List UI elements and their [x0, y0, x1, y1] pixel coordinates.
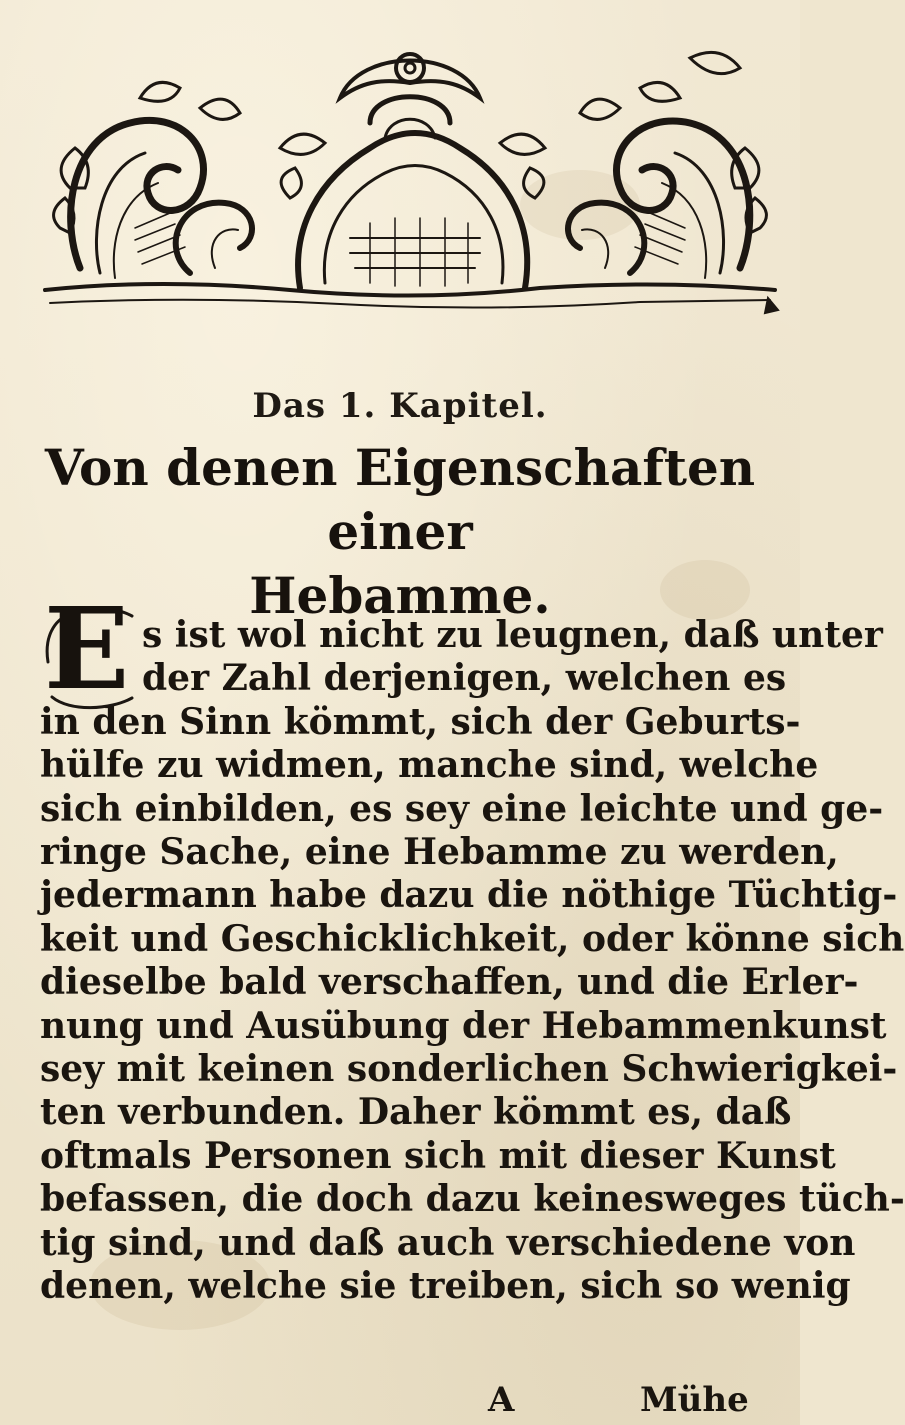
text-line: der Zahl derjenigen, welchen es [142, 657, 787, 700]
text-line: hülfe zu widmen, manche sind, welche [40, 744, 819, 787]
text-line: jedermann habe dazu die nöthige Tüchtig- [40, 874, 898, 917]
catchword: Mühe [640, 1380, 749, 1420]
paragraph [40, 614, 905, 1309]
text-line: sich einbilden, es sey eine leichte und ge- [40, 787, 884, 830]
text-line: ten verbunden. Daher kömmt es, daß [40, 1091, 792, 1134]
text-line: befassen, die doch dazu keinesweges tüch- [40, 1178, 905, 1221]
signature-mark: A [488, 1380, 515, 1420]
text-line: in den Sinn kömmt, sich der Geburts- [40, 700, 801, 743]
text-line: keit und Geschicklichkeit, oder könne sich [40, 917, 905, 960]
chapter-title-line: Von denen Eigenschaften einer [44, 438, 756, 561]
text-line: oftmals Personen sich mit dieser Kunst [40, 1134, 836, 1177]
text-line: s ist wol nicht zu leugnen, daß unter [142, 614, 883, 656]
chapter-heading: Das 1. Kapitel. [252, 386, 548, 426]
text-line: dieselbe bald verschaffen, und die Erler- [40, 961, 859, 1004]
chapter-title-line: Hebamme. [249, 566, 551, 625]
text-line: ringe Sache, eine Hebamme zu werden, [40, 831, 839, 874]
text-line: denen, welche sie treiben, sich so wenig [40, 1265, 851, 1308]
text-line: sey mit keinen sonderlichen Schwierigkei- [40, 1048, 898, 1091]
text-line: tig sind, und daß auch verschiedene von [40, 1221, 856, 1264]
baroque-scroll-ornament-icon [40, 28, 778, 318]
text-line: nung und Ausübung der Hebammenkunst [40, 1004, 887, 1047]
drop-cap-letter: E [44, 584, 130, 715]
